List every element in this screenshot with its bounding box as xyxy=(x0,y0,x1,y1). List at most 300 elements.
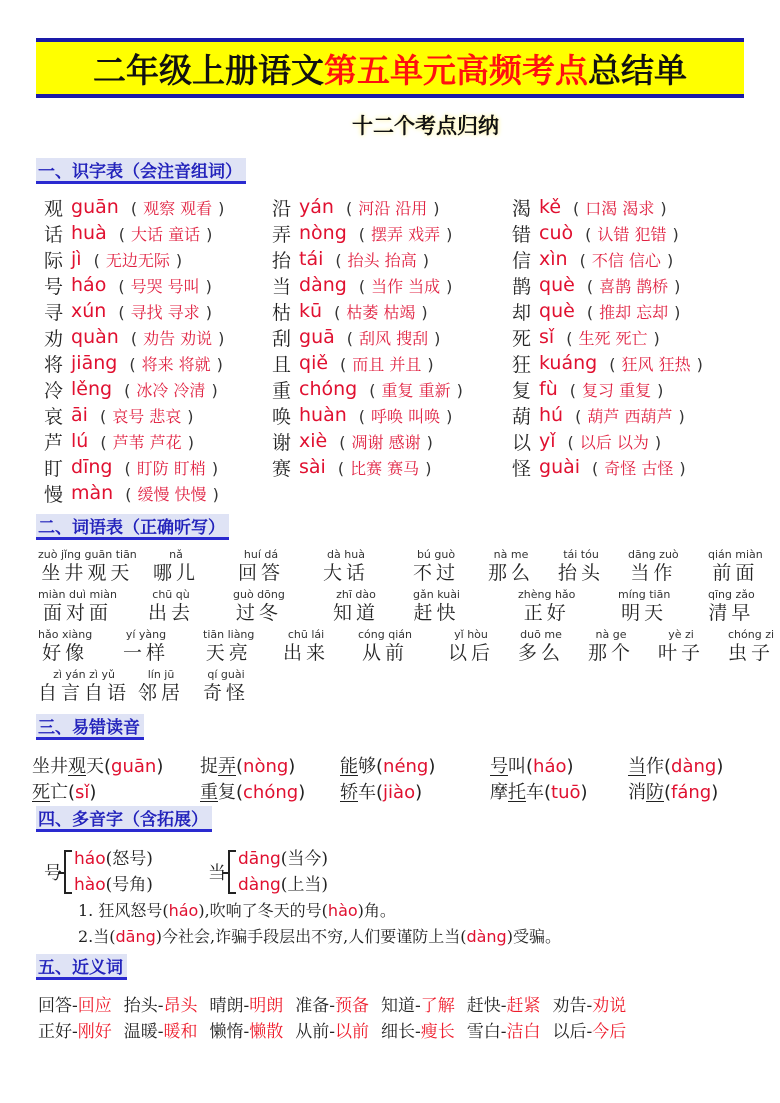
char-row xyxy=(44,324,774,350)
paren-close: ) xyxy=(216,354,223,374)
example-text: 不信 信心 xyxy=(591,250,661,270)
paren-open: ( xyxy=(337,458,345,478)
vocab-item xyxy=(618,588,670,624)
vocab-word: 邻居 xyxy=(138,682,185,704)
paren-open: ( xyxy=(68,782,76,803)
example-text: 重复 重新 xyxy=(381,380,451,400)
paren-close: ) xyxy=(206,224,213,244)
paren-open: ( xyxy=(129,354,136,374)
char-entry xyxy=(512,454,772,481)
example-words xyxy=(112,274,218,297)
synonym-pair xyxy=(38,1017,112,1042)
example-words xyxy=(328,300,434,323)
section-5-heading: 五、近义词 xyxy=(36,954,127,980)
reading-item xyxy=(200,778,305,804)
example-words xyxy=(118,456,224,479)
character: 将 xyxy=(44,353,64,376)
word-suffix: 复 xyxy=(218,782,236,803)
character: 死 xyxy=(512,327,532,350)
vocab-pinyin: qīng zǎo xyxy=(708,588,755,601)
target-char: 死 xyxy=(32,782,50,803)
example-sentence xyxy=(78,924,561,947)
character: 号 xyxy=(44,275,64,298)
reading-item xyxy=(628,752,723,778)
char-row xyxy=(44,402,774,428)
word-suffix: 作 xyxy=(646,756,664,777)
target-char: 当 xyxy=(628,756,646,777)
pinyin: jì xyxy=(71,248,82,270)
character: 却 xyxy=(512,301,532,324)
pinyin: xún xyxy=(71,300,107,322)
pinyin: qiě xyxy=(299,352,329,374)
vocab-pinyin: cóng qián xyxy=(358,628,412,641)
char-entry xyxy=(44,298,272,325)
paren-open: ( xyxy=(236,756,244,777)
paren-close: ) xyxy=(288,756,296,777)
char-entry xyxy=(512,428,772,455)
paren-close: ) xyxy=(433,198,440,218)
pinyin: xiè xyxy=(299,430,328,452)
example-text: 刮风 搜刮 xyxy=(359,328,429,348)
paren-close: ) xyxy=(415,782,423,803)
paren-close: ) xyxy=(421,302,428,322)
pinyin: màn xyxy=(71,482,114,504)
char-row xyxy=(44,428,774,454)
paren-open: ( xyxy=(345,198,353,218)
vocab-word: 虫子 xyxy=(728,642,775,664)
vocab-word: 正好 xyxy=(523,602,570,624)
word-suffix: 够 xyxy=(358,756,376,777)
synonym-word: 赶快- xyxy=(466,995,507,1016)
reading-pinyin: hào xyxy=(74,875,106,895)
vocab-pinyin: dāng zuò xyxy=(628,548,679,561)
pinyin: dīng xyxy=(71,456,113,478)
char-entry xyxy=(272,246,512,273)
subtitle: 十二个考点归纳 xyxy=(352,113,499,138)
vocab-pinyin: yí yàng xyxy=(125,628,167,641)
char-entry xyxy=(44,220,272,247)
vocab-word: 好像 xyxy=(42,642,89,664)
example-text: 奇怪 古怪 xyxy=(604,458,674,478)
vocab-pinyin: guò dōng xyxy=(233,588,285,601)
vocab-pinyin: nǎ xyxy=(169,548,183,561)
vocab-item xyxy=(448,628,494,664)
paren-close: ) xyxy=(205,302,212,322)
char-entry xyxy=(272,376,512,403)
paren-close: ) xyxy=(218,198,225,218)
target-char: 号 xyxy=(490,756,508,777)
vocab-pinyin: tái tóu xyxy=(563,548,599,561)
paren-open: ( xyxy=(335,250,342,270)
vocab-item xyxy=(333,588,379,624)
paren-open: ( xyxy=(130,328,138,348)
title-part-1: 二年级上册语文 xyxy=(93,50,324,90)
example-text: 呼唤 叫唤 xyxy=(371,406,441,426)
reading-word: (号角) xyxy=(105,875,153,895)
char-entry xyxy=(512,194,772,221)
char-entry xyxy=(44,480,272,507)
synonym-word: 雪白- xyxy=(466,1021,507,1042)
vocab-item xyxy=(588,628,634,664)
pinyin: jiāng xyxy=(71,352,118,374)
reading-row xyxy=(32,752,772,778)
reading-pinyin: guān xyxy=(111,756,157,777)
reading-pinyin: chóng xyxy=(243,782,299,803)
character: 慢 xyxy=(44,483,64,506)
polyphone-reading xyxy=(238,846,328,872)
character: 赛 xyxy=(272,457,292,480)
paren-open: ( xyxy=(346,328,354,348)
vocab-pinyin: chóng zi xyxy=(728,628,775,641)
paren-open: ( xyxy=(99,406,107,426)
paren-open: ( xyxy=(567,432,574,452)
paren-open: ( xyxy=(664,756,672,777)
char-entry xyxy=(272,350,512,377)
paren-open: ( xyxy=(609,354,616,374)
paren-close: ) xyxy=(425,458,432,478)
pinyin: guā xyxy=(299,326,335,348)
vocab-item xyxy=(283,628,329,664)
reading-word: (当今) xyxy=(280,849,329,869)
pinyin: què xyxy=(539,300,575,322)
vocab-word: 不过 xyxy=(413,562,460,584)
example-text: 推却 忘却 xyxy=(599,302,669,322)
paren-close: ) xyxy=(580,782,588,803)
synonym-word: 细长- xyxy=(381,1021,421,1042)
character: 渴 xyxy=(512,197,532,220)
vocab-item xyxy=(123,628,169,664)
paren-close: ) xyxy=(175,250,183,270)
example-words xyxy=(329,248,435,271)
vocab-item xyxy=(728,628,774,664)
paren-open: ( xyxy=(569,380,576,400)
synonym-word: 知道- xyxy=(381,995,421,1016)
pinyin: lěng xyxy=(71,378,113,400)
sentence-text: )今社会,诈骗手段层出不穷,人们要谨防上当( xyxy=(155,927,467,946)
character: 葫 xyxy=(512,405,532,428)
reading-pinyin: dāng xyxy=(238,849,281,869)
paren-close: ) xyxy=(696,354,703,374)
example-text: 将来 将就 xyxy=(141,354,211,374)
example-text: 口渴 渴求 xyxy=(585,198,655,218)
vocab-item xyxy=(518,588,575,624)
vocab-pinyin: chū lái xyxy=(287,628,325,641)
word-suffix: 车 xyxy=(526,782,544,803)
example-text: 凋谢 感谢 xyxy=(351,432,421,452)
paren-open: ( xyxy=(340,354,347,374)
example-text: 号哭 号叫 xyxy=(130,276,200,296)
char-entry xyxy=(512,220,772,247)
example-words xyxy=(94,430,200,453)
paren-open: ( xyxy=(586,276,594,296)
synonym-match: 明朗 xyxy=(249,995,284,1016)
vocab-pinyin: nà me xyxy=(493,548,529,561)
polyphone-char: 当 xyxy=(208,863,226,884)
vocab-item xyxy=(38,628,92,664)
reading-pinyin: sǐ xyxy=(75,782,90,803)
vocab-item xyxy=(138,668,184,704)
section-1-heading: 一、识字表（会注音组词） xyxy=(36,158,246,184)
example-words xyxy=(562,430,668,453)
vocab-word: 大话 xyxy=(323,562,370,584)
pinyin: háo xyxy=(71,274,107,296)
reading-item xyxy=(628,778,718,804)
paren-open: ( xyxy=(236,782,244,803)
vocab-pinyin: zhī dào xyxy=(336,588,376,601)
example-text: 喜鹊 鹊桥 xyxy=(599,276,669,296)
polyphone-readings xyxy=(238,846,328,898)
character: 信 xyxy=(512,249,532,272)
vocab-pinyin: qí guài xyxy=(207,668,245,681)
vocab-pinyin: zì yán zì yǔ xyxy=(53,668,115,681)
example-text: 摆弄 戏弄 xyxy=(371,224,441,244)
example-words xyxy=(333,430,439,453)
reading-item xyxy=(340,778,422,804)
pinyin: kě xyxy=(539,196,562,218)
paren-close: ) xyxy=(422,250,429,270)
char-entry xyxy=(272,428,512,455)
title-part-2: 总结单 xyxy=(588,50,687,90)
paren-close: ) xyxy=(434,328,441,348)
char-entry xyxy=(272,220,512,247)
char-entry xyxy=(44,454,272,481)
vocab-word: 当作 xyxy=(630,562,677,584)
char-entry xyxy=(512,272,772,299)
pinyin: huàn xyxy=(299,404,347,426)
character: 弄 xyxy=(272,223,292,246)
example-text: 哀号 悲哀 xyxy=(112,406,182,426)
synonym-word: 从前- xyxy=(295,1021,335,1042)
vocab-pinyin: bú guò xyxy=(416,548,456,561)
example-text: 冰冷 冷清 xyxy=(136,380,206,400)
vocab-word: 从前 xyxy=(361,642,408,664)
char-entry xyxy=(44,350,272,377)
char-row xyxy=(44,480,774,506)
reading-pinyin: nòng xyxy=(243,756,289,777)
vocab-pinyin: huí dá xyxy=(243,548,279,561)
vocab-word: 那么 xyxy=(488,562,535,584)
vocab-item xyxy=(658,628,704,664)
synonym-pair xyxy=(124,991,198,1016)
synonym-match: 预备 xyxy=(335,995,369,1016)
target-char: 防 xyxy=(646,782,664,803)
example-text: 比赛 赛马 xyxy=(350,458,420,478)
vocab-pinyin: miàn duì miàn xyxy=(38,588,117,601)
vocab-word: 知道 xyxy=(333,602,380,624)
paren-close: ) xyxy=(446,276,453,296)
reading-pinyin: tuō xyxy=(551,782,581,803)
reading-item xyxy=(200,752,295,778)
example-words xyxy=(112,300,218,323)
example-words xyxy=(581,274,687,297)
paren-close: ) xyxy=(187,432,194,452)
synonym-word: 晴朗- xyxy=(209,995,250,1016)
synonym-word: 回答- xyxy=(38,995,78,1016)
vocab-word: 面对面 xyxy=(42,602,112,624)
paren-close: ) xyxy=(211,380,218,400)
error-readings xyxy=(32,752,772,804)
paren-close: ) xyxy=(678,406,685,426)
paren-open: ( xyxy=(544,782,552,803)
pinyin: fù xyxy=(539,378,558,400)
example-words xyxy=(119,482,225,505)
polyphone-group xyxy=(44,846,153,898)
reading-item xyxy=(490,778,588,804)
sentence-pinyin: dāng xyxy=(115,927,156,946)
paren-close: ) xyxy=(456,380,463,400)
char-entry xyxy=(512,376,772,403)
example-words xyxy=(332,456,438,479)
vocab-word: 一样 xyxy=(123,642,170,664)
char-entry xyxy=(44,246,272,273)
example-text: 抬头 抬高 xyxy=(347,250,417,270)
character: 冷 xyxy=(44,379,64,402)
vocab-item xyxy=(323,548,369,584)
target-char: 托 xyxy=(508,782,526,803)
vocab-word: 前面 xyxy=(712,562,759,584)
example-words xyxy=(581,300,687,323)
paren-open: ( xyxy=(586,302,594,322)
vocab-item xyxy=(628,548,679,584)
synonym-match: 昂头 xyxy=(163,995,198,1016)
example-words xyxy=(94,404,200,427)
synonym-word: 准备- xyxy=(295,995,335,1016)
paren-close: ) xyxy=(89,782,97,803)
pinyin: sài xyxy=(299,456,326,478)
vocab-item xyxy=(708,548,763,584)
synonym-pair xyxy=(553,1017,627,1042)
synonym-pair xyxy=(38,991,112,1016)
reading-pinyin: dàng xyxy=(238,875,281,895)
reading-item xyxy=(32,778,96,804)
pinyin: lú xyxy=(71,430,89,452)
sentence-pinyin: dàng xyxy=(466,927,507,946)
paren-close: ) xyxy=(426,432,433,452)
char-row xyxy=(44,298,774,324)
paren-open: ( xyxy=(118,276,125,296)
polyphone-reading xyxy=(74,846,153,872)
paren-close: ) xyxy=(674,302,681,322)
reading-pinyin: jiào xyxy=(383,782,416,803)
synonym-pair xyxy=(467,991,541,1016)
paren-close: ) xyxy=(654,432,662,452)
character: 且 xyxy=(272,353,292,376)
char-row xyxy=(44,376,774,402)
sentence-text: 2.当( xyxy=(78,927,116,946)
char-row xyxy=(44,194,774,220)
vocab-pinyin: zuò jǐng guān tiān xyxy=(38,548,137,561)
vocab-item xyxy=(203,668,249,704)
word-suffix: 叫 xyxy=(508,756,526,777)
char-row xyxy=(44,220,774,246)
character: 谢 xyxy=(272,431,292,454)
vocab-pinyin: chū qù xyxy=(152,588,190,601)
synonym-pair xyxy=(124,1017,198,1042)
char-entry xyxy=(272,402,512,429)
word-suffix: 天 xyxy=(86,756,104,777)
paren-close: ) xyxy=(298,782,306,803)
vocab-item xyxy=(708,588,755,624)
char-entry xyxy=(272,272,512,299)
reading-item xyxy=(340,752,435,778)
paren-close: ) xyxy=(653,328,660,348)
paren-close: ) xyxy=(427,354,434,374)
character: 劝 xyxy=(44,327,64,350)
paren-close: ) xyxy=(205,276,212,296)
vocab-word: 清早 xyxy=(708,602,755,624)
char-row xyxy=(44,454,774,480)
vocab-item xyxy=(558,548,604,584)
example-words xyxy=(340,196,446,219)
vocab-word: 以后 xyxy=(448,642,495,664)
synonym-row xyxy=(38,990,778,1016)
example-words xyxy=(586,456,692,479)
brace-icon xyxy=(228,850,236,894)
example-text: 芦苇 芦花 xyxy=(112,432,182,452)
char-table xyxy=(44,194,774,506)
character: 抬 xyxy=(272,249,292,272)
paren-open: ( xyxy=(124,380,131,400)
vocab-pinyin: yǐ hòu xyxy=(454,628,488,641)
synonym-match: 懒散 xyxy=(249,1021,284,1042)
example-text: 狂风 狂热 xyxy=(621,354,691,374)
pinyin: dàng xyxy=(299,274,347,296)
sentence-text: 1. 狂风怒号( xyxy=(78,901,169,920)
vocab-item xyxy=(358,628,412,664)
target-char: 轿 xyxy=(340,782,358,803)
paren-open: ( xyxy=(664,782,672,803)
char-entry xyxy=(272,324,512,351)
pinyin: nòng xyxy=(299,222,347,244)
section-2-heading: 二、词语表（正确听写） xyxy=(36,514,229,540)
paren-open: ( xyxy=(339,432,346,452)
paren-close: ) xyxy=(211,458,219,478)
paren-open: ( xyxy=(100,432,107,452)
vocab-pinyin: yè zi xyxy=(668,628,694,641)
example-words xyxy=(564,378,670,401)
pinyin: yǐ xyxy=(539,430,556,452)
vocab-item xyxy=(233,588,285,624)
example-words xyxy=(574,248,680,271)
example-words xyxy=(113,222,219,245)
example-words xyxy=(334,352,440,375)
char-entry xyxy=(512,402,772,429)
paren-open: ( xyxy=(526,756,534,777)
paren-close: ) xyxy=(446,224,453,244)
paren-close: ) xyxy=(679,458,686,478)
example-text: 当作 当成 xyxy=(371,276,441,296)
pinyin: guān xyxy=(71,196,119,218)
paren-close: ) xyxy=(212,484,219,504)
paren-close: ) xyxy=(218,328,225,348)
reading-item xyxy=(490,752,574,778)
example-text: 无边无际 xyxy=(105,250,170,270)
vocab-pinyin: dà huà xyxy=(327,548,365,561)
pinyin: yán xyxy=(299,196,334,218)
char-row xyxy=(44,246,774,272)
pinyin: kū xyxy=(299,300,323,322)
example-words xyxy=(125,196,231,219)
example-text: 葫芦 西葫芦 xyxy=(587,406,673,426)
paren-close: ) xyxy=(446,406,453,426)
vocab-pinyin: gǎn kuài xyxy=(413,588,460,601)
paren-close: ) xyxy=(187,406,194,426)
paren-open: ( xyxy=(358,224,366,244)
vocab-row xyxy=(38,588,778,628)
example-text: 盯防 盯梢 xyxy=(136,458,206,478)
example-words xyxy=(603,352,709,375)
vocab-row xyxy=(38,628,778,668)
